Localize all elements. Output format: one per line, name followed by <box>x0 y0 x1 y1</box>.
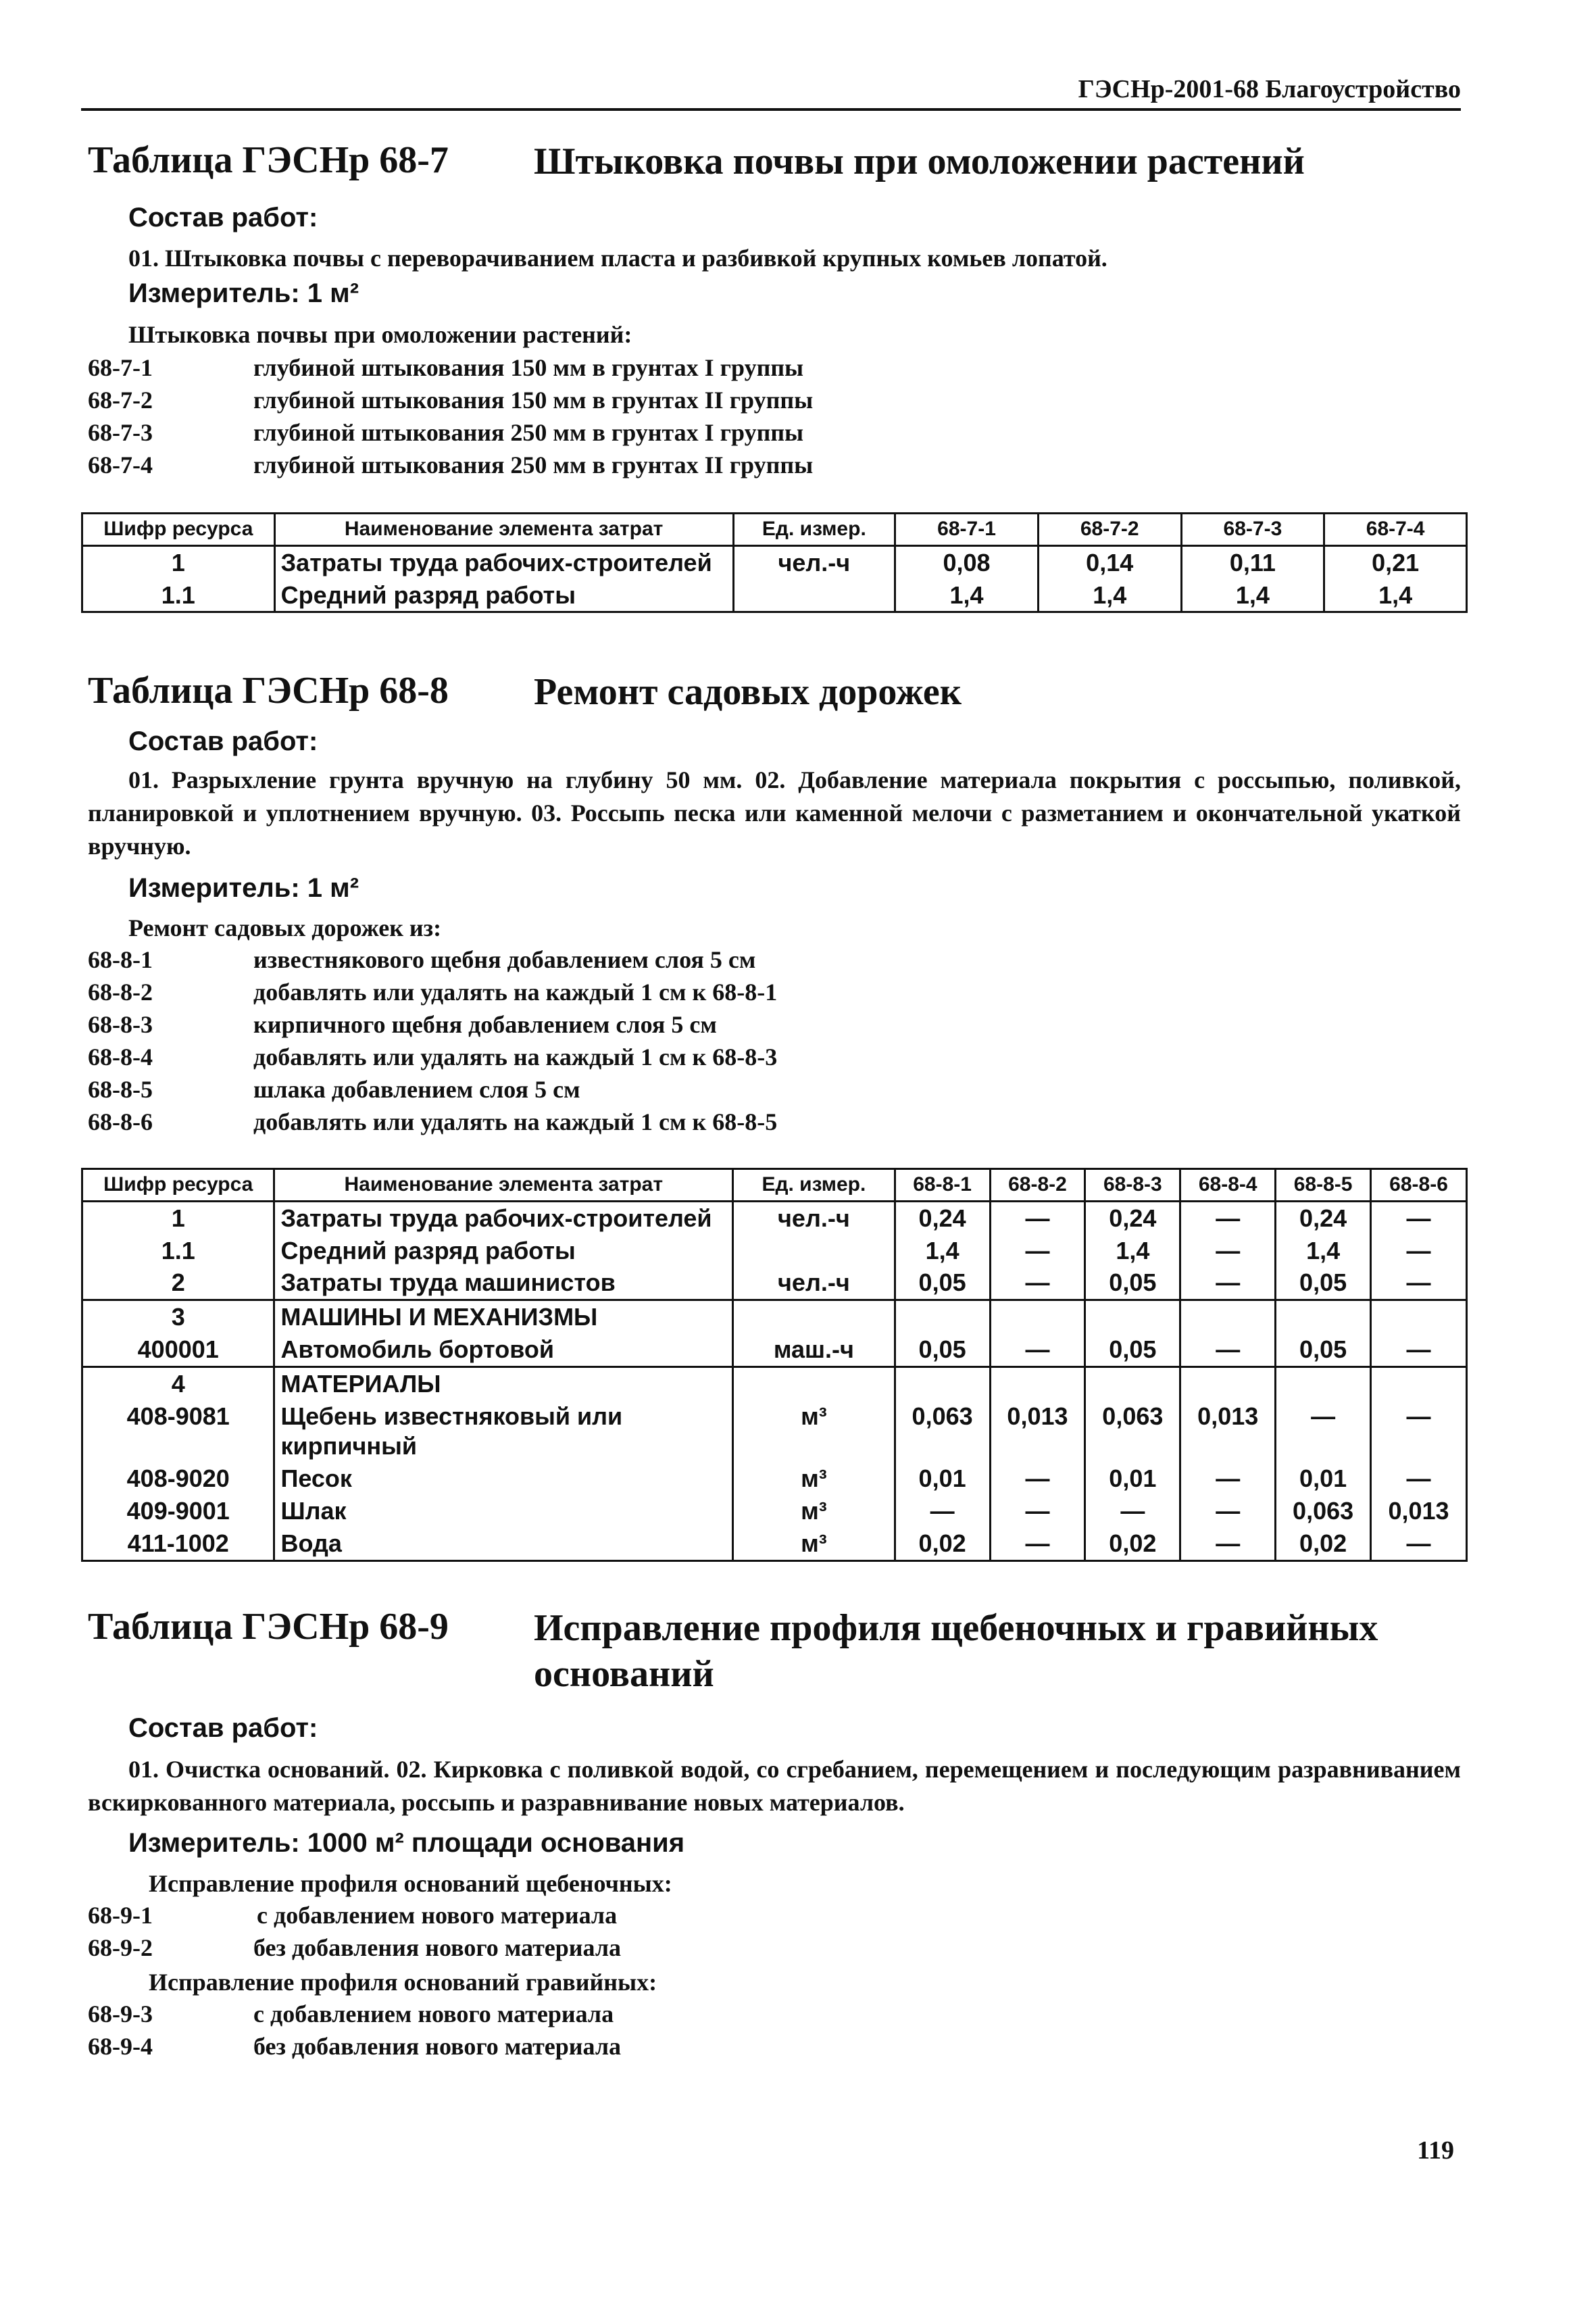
item-code: 68-7-2 <box>88 387 153 414</box>
table-row <box>82 1527 1467 1560</box>
table-68-9-work-text <box>88 1753 1461 1819</box>
cell: чел.-ч <box>733 1266 895 1300</box>
cell: м³ <box>733 1400 895 1462</box>
cell <box>733 1300 895 1333</box>
table-68-7-work-text: 01. Штыковка почвы с переворачиванием пласта и разбивкой крупных комьев лопатой. <box>128 245 1107 272</box>
item-text: с добавлением нового материала <box>257 1902 618 1929</box>
column-header: Шифр ресурса <box>82 1169 274 1202</box>
column-header: Шифр ресурса <box>82 514 275 546</box>
cell: 0,24 <box>1085 1201 1180 1234</box>
item-code: 68-8-4 <box>88 1043 153 1070</box>
item-code: 68-7-1 <box>88 354 153 381</box>
column-header: 68-8-6 <box>1371 1169 1467 1202</box>
cell: 0,05 <box>1085 1333 1180 1367</box>
table-68-7-meter: Измеритель: 1 м² <box>128 278 359 308</box>
cell <box>990 1367 1085 1400</box>
cell: — <box>895 1495 990 1527</box>
item-code: 68-7-3 <box>88 419 153 446</box>
cell: — <box>1371 1235 1467 1267</box>
list-item <box>88 976 777 1008</box>
cell: 0,24 <box>1276 1201 1371 1234</box>
table-68-9-meter: Измеритель: 1000 м² площади основания <box>128 1828 685 1858</box>
cell: Песок <box>274 1462 733 1495</box>
table-68-9-items-1 <box>88 1899 621 1964</box>
cell: Затраты труда рабочих-строителей <box>274 1201 733 1234</box>
cell: 1,4 <box>895 579 1039 612</box>
cell: 0,013 <box>1371 1495 1467 1527</box>
cell: МАТЕРИАЛЫ <box>274 1367 733 1400</box>
list-item <box>88 1008 777 1041</box>
item-text: шлака добавлением слоя 5 см <box>253 1076 580 1103</box>
table-row <box>82 1462 1467 1495</box>
cell: — <box>1371 1266 1467 1300</box>
cell: МАШИНЫ И МЕХАНИЗМЫ <box>274 1300 733 1333</box>
cell: 1,4 <box>1181 579 1324 612</box>
cell: — <box>1371 1333 1467 1367</box>
cell: — <box>990 1201 1085 1234</box>
cell: м³ <box>733 1462 895 1495</box>
cell: м³ <box>733 1495 895 1527</box>
cell: маш.-ч <box>733 1333 895 1367</box>
cell: 3 <box>82 1300 274 1333</box>
cell <box>1085 1367 1180 1400</box>
cell: 1.1 <box>82 1235 274 1267</box>
cell: Затраты труда машинистов <box>274 1266 733 1300</box>
item-text: кирпичного щебня добавлением слоя 5 см <box>253 1011 717 1038</box>
column-header: 68-8-1 <box>895 1169 990 1202</box>
cell: 408-9020 <box>82 1462 274 1495</box>
cost-table-68-8 <box>81 1168 1468 1562</box>
table-68-9-work-text-content: 01. Очистка оснований. 02. Кирковка с поливкой водой, со сгребанием, перемещением и последующим разравниванием вскиркованного материала, россыпь и разравнивание новых материалов. <box>88 1756 1461 1816</box>
list-item <box>88 1998 621 2030</box>
table-68-7-intro: Штыковка почвы при омоложении растений: <box>128 321 632 348</box>
table-row <box>82 545 1467 578</box>
cell: — <box>990 1462 1085 1495</box>
item-code: 68-8-1 <box>88 946 153 973</box>
list-item <box>88 1931 621 1964</box>
cell: 0,11 <box>1181 545 1324 578</box>
column-header: 68-7-2 <box>1038 514 1181 546</box>
cell: 1 <box>82 1201 274 1234</box>
cell: — <box>1180 1266 1276 1300</box>
cell: 0,063 <box>1276 1495 1371 1527</box>
cell: м³ <box>733 1527 895 1560</box>
cell: — <box>990 1333 1085 1367</box>
table-row <box>82 1266 1467 1300</box>
table-68-9-number: Таблица ГЭСНр 68-9 <box>88 1606 449 1648</box>
cell <box>733 1367 895 1400</box>
table-68-7-work-heading: Состав работ: <box>128 203 318 232</box>
table-header-row <box>82 514 1467 546</box>
cell: — <box>1371 1201 1467 1234</box>
cell: 1 <box>82 545 275 578</box>
column-header: 68-8-3 <box>1085 1169 1180 1202</box>
table-68-9-intro-1: Исправление профиля оснований щебеночных: <box>149 1870 672 1897</box>
cell: 1,4 <box>1085 1235 1180 1267</box>
cell: 400001 <box>82 1333 274 1367</box>
table-68-9-title <box>534 1605 1378 1698</box>
item-code: 68-7-4 <box>88 451 153 478</box>
item-code: 68-8-6 <box>88 1108 153 1135</box>
table-68-7-title: Штыковка почвы при омоложении растений <box>534 141 1305 182</box>
item-text: глубиной штыкования 250 мм в грунтах II группы <box>253 451 814 478</box>
column-header: 68-8-4 <box>1180 1169 1276 1202</box>
cell: — <box>1085 1495 1180 1527</box>
table-68-8-number: Таблица ГЭСНр 68-8 <box>88 670 449 712</box>
table-68-9-title-line1: Исправление профиля щебеночных и гравийных <box>534 1607 1378 1649</box>
cell: 0,01 <box>1276 1462 1371 1495</box>
cell <box>1180 1300 1276 1333</box>
list-item <box>88 1041 777 1073</box>
cell: — <box>1371 1527 1467 1560</box>
cell: 0,02 <box>895 1527 990 1560</box>
cell <box>1276 1300 1371 1333</box>
cell: Средний разряд работы <box>274 1235 733 1267</box>
item-text: глубиной штыкования 150 мм в грунтах II группы <box>253 387 814 414</box>
cell: 0,02 <box>1085 1527 1180 1560</box>
cell: 2 <box>82 1266 274 1300</box>
item-text: без добавления нового материала <box>253 1934 622 1961</box>
cell <box>1276 1367 1371 1400</box>
running-head: ГЭСНр-2001-68 Благоустройство <box>81 74 1461 111</box>
table-row <box>82 1400 1467 1462</box>
item-code: 68-9-4 <box>88 2033 153 2060</box>
table-68-8-title: Ремонт садовых дорожек <box>534 671 962 713</box>
list-item <box>88 449 813 481</box>
column-header: 68-8-2 <box>990 1169 1085 1202</box>
cell: — <box>1371 1462 1467 1495</box>
cell: 0,013 <box>1180 1400 1276 1462</box>
item-text: добавлять или удалять на каждый 1 см к 68-8-5 <box>253 1108 778 1135</box>
item-code: 68-8-2 <box>88 979 153 1006</box>
table-68-9-items-2 <box>88 1998 621 2063</box>
cell: Средний разряд работы <box>274 579 733 612</box>
cell <box>733 1235 895 1267</box>
list-item <box>88 384 813 416</box>
table-row <box>82 1333 1467 1367</box>
table-row <box>82 1495 1467 1527</box>
list-item <box>88 351 813 384</box>
cell: 0,013 <box>990 1400 1085 1462</box>
list-item <box>88 2030 621 2063</box>
cell: 1,4 <box>1324 579 1467 612</box>
cell: — <box>990 1495 1085 1527</box>
cell: — <box>1180 1462 1276 1495</box>
column-header: 68-8-5 <box>1276 1169 1371 1202</box>
cell: 1.1 <box>82 579 275 612</box>
table-68-8-work-text <box>88 764 1461 863</box>
cell: — <box>1180 1333 1276 1367</box>
list-item <box>88 1073 777 1106</box>
column-header: 68-7-4 <box>1324 514 1467 546</box>
cell <box>895 1367 990 1400</box>
cell <box>990 1300 1085 1333</box>
cell: Щебень известняковый или кирпичный <box>274 1400 733 1462</box>
cell: — <box>990 1235 1085 1267</box>
cell: Шлак <box>274 1495 733 1527</box>
cell <box>1085 1300 1180 1333</box>
cell <box>895 1300 990 1333</box>
table-68-7-heading <box>88 139 1305 184</box>
cell: 1,4 <box>1276 1235 1371 1267</box>
cell: Вода <box>274 1527 733 1560</box>
column-header: Наименование элемента затрат <box>274 1169 733 1202</box>
cell: 4 <box>82 1367 274 1400</box>
list-item <box>88 416 813 449</box>
list-item <box>88 1899 621 1931</box>
page-number: 119 <box>1417 2136 1454 2165</box>
cell <box>733 579 895 612</box>
cell <box>1371 1367 1467 1400</box>
cell: 0,01 <box>895 1462 990 1495</box>
cell: — <box>1371 1400 1467 1462</box>
table-68-8-items <box>88 943 777 1138</box>
item-text: с добавлением нового материала <box>253 2000 614 2027</box>
cell: — <box>1180 1235 1276 1267</box>
table-68-9-title-line2: оснований <box>534 1653 714 1696</box>
cell: 0,21 <box>1324 545 1467 578</box>
table-68-9-intro-2: Исправление профиля оснований гравийных: <box>149 1969 657 1996</box>
cell: 1,4 <box>895 1235 990 1267</box>
list-item <box>88 1106 777 1138</box>
cell: 0,05 <box>895 1266 990 1300</box>
cell: 0,14 <box>1038 545 1181 578</box>
table-row <box>82 1235 1467 1267</box>
cell: 0,24 <box>895 1201 990 1234</box>
table-row <box>82 579 1467 612</box>
item-code: 68-9-2 <box>88 1934 153 1961</box>
cell: 0,08 <box>895 545 1039 578</box>
table-68-8-intro: Ремонт садовых дорожек из: <box>128 914 442 941</box>
cell: Затраты труда рабочих-строителей <box>274 545 733 578</box>
list-item <box>88 943 777 976</box>
table-68-8-heading <box>88 669 962 715</box>
cell: 0,05 <box>1276 1266 1371 1300</box>
column-header: Ед. измер. <box>733 1169 895 1202</box>
cell <box>1180 1367 1276 1400</box>
column-header: Наименование элемента затрат <box>274 514 733 546</box>
item-text: известнякового щебня добавлением слоя 5 см <box>253 946 756 973</box>
table-header-row <box>82 1169 1467 1202</box>
table-row <box>82 1367 1467 1400</box>
column-header: 68-7-1 <box>895 514 1039 546</box>
table-68-8-meter: Измеритель: 1 м² <box>128 873 359 903</box>
cell: 0,01 <box>1085 1462 1180 1495</box>
table-68-9-work-heading: Состав работ: <box>128 1713 318 1743</box>
cell: 1,4 <box>1038 579 1181 612</box>
cell: 0,063 <box>1085 1400 1180 1462</box>
cell: 0,02 <box>1276 1527 1371 1560</box>
table-68-8-work-heading: Состав работ: <box>128 727 318 756</box>
item-text: без добавления нового материала <box>253 2033 622 2060</box>
item-code: 68-8-3 <box>88 1011 153 1038</box>
item-text: глубиной штыкования 250 мм в грунтах I группы <box>253 419 804 446</box>
item-text: глубиной штыкования 150 мм в грунтах I группы <box>253 354 804 381</box>
cell: 411-1002 <box>82 1527 274 1560</box>
item-code: 68-8-5 <box>88 1076 153 1103</box>
cell: — <box>1276 1400 1371 1462</box>
cell: 0,05 <box>1276 1333 1371 1367</box>
cell: — <box>990 1527 1085 1560</box>
cell: 409-9001 <box>82 1495 274 1527</box>
item-code: 68-9-1 <box>88 1902 153 1929</box>
item-text: добавлять или удалять на каждый 1 см к 68-8-1 <box>253 979 778 1006</box>
cell: 408-9081 <box>82 1400 274 1462</box>
cell: Автомобиль бортовой <box>274 1333 733 1367</box>
cell: чел.-ч <box>733 545 895 578</box>
table-68-8-work-text-content: 01. Разрыхление грунта вручную на глубину 50 мм. 02. Добавление материала покрытия с россыпью, поливкой, планировкой и уплотнением вручную. 03. Россыпь песка или каменной мелочи с разметанием и окончательной укаткой вручную. <box>88 766 1461 860</box>
cell <box>1371 1300 1467 1333</box>
item-code: 68-9-3 <box>88 2000 153 2027</box>
cell: — <box>1180 1201 1276 1234</box>
cell: — <box>990 1266 1085 1300</box>
item-text: добавлять или удалять на каждый 1 см к 68-8-3 <box>253 1043 778 1070</box>
table-68-7-number: Таблица ГЭСНр 68-7 <box>88 139 449 181</box>
table-row <box>82 1201 1467 1234</box>
cost-table-68-7 <box>81 512 1468 613</box>
table-row <box>82 1300 1467 1333</box>
table-68-9-heading <box>88 1605 1378 1698</box>
cell: — <box>1180 1527 1276 1560</box>
cell: 0,05 <box>895 1333 990 1367</box>
cell: 0,05 <box>1085 1266 1180 1300</box>
cell: — <box>1180 1495 1276 1527</box>
column-header: Ед. измер. <box>733 514 895 546</box>
column-header: 68-7-3 <box>1181 514 1324 546</box>
cell: 0,063 <box>895 1400 990 1462</box>
cell: чел.-ч <box>733 1201 895 1234</box>
table-68-7-items <box>88 351 813 481</box>
